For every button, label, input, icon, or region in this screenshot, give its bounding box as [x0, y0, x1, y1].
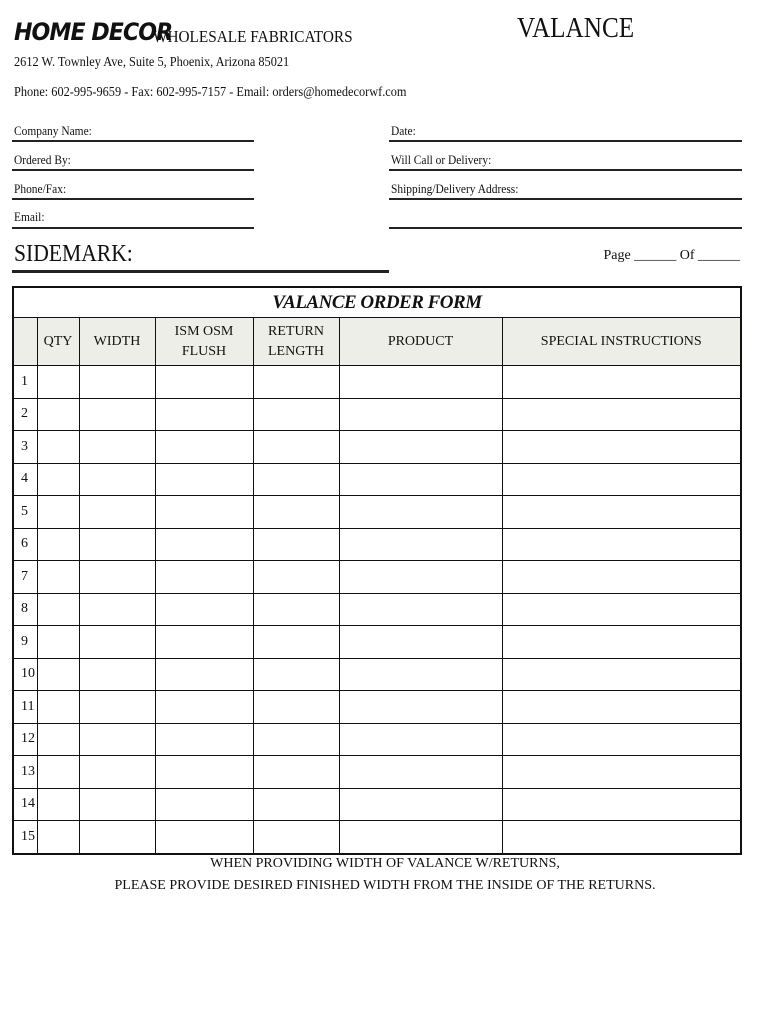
cell-product[interactable]	[339, 626, 502, 659]
cell-qty[interactable]	[37, 431, 79, 464]
cell-width[interactable]	[79, 788, 155, 821]
cell-width[interactable]	[79, 561, 155, 594]
cell-ism-osm-flush[interactable]	[155, 821, 253, 854]
shipping-address-line-2[interactable]	[389, 227, 742, 229]
cell-special-instructions[interactable]	[502, 821, 741, 854]
cell-width[interactable]	[79, 496, 155, 529]
cell-special-instructions[interactable]	[502, 756, 741, 789]
cell-ism-osm-flush[interactable]	[155, 756, 253, 789]
cell-ism-osm-flush[interactable]	[155, 561, 253, 594]
table-row	[13, 528, 741, 561]
table-row	[13, 431, 741, 464]
table-row	[13, 821, 741, 854]
cell-qty[interactable]	[37, 723, 79, 756]
cell-product[interactable]	[339, 788, 502, 821]
cell-product[interactable]	[339, 561, 502, 594]
cell-product[interactable]	[339, 463, 502, 496]
will-call-line[interactable]	[389, 169, 742, 171]
row-number: 8	[13, 593, 37, 626]
cell-special-instructions[interactable]	[502, 496, 741, 529]
cell-return-length[interactable]	[253, 691, 339, 724]
email-line[interactable]	[12, 227, 254, 229]
cell-qty[interactable]	[37, 756, 79, 789]
cell-qty[interactable]	[37, 821, 79, 854]
will-call-label: Will Call or Delivery:	[391, 152, 492, 167]
cell-return-length[interactable]	[253, 821, 339, 854]
cell-return-length[interactable]	[253, 658, 339, 691]
cell-product[interactable]	[339, 398, 502, 431]
cell-qty[interactable]	[37, 626, 79, 659]
cell-product[interactable]	[339, 658, 502, 691]
cell-ism-osm-flush[interactable]	[155, 658, 253, 691]
shipping-address-line-1[interactable]	[389, 198, 742, 200]
cell-ism-osm-flush[interactable]	[155, 626, 253, 659]
cell-qty[interactable]	[37, 593, 79, 626]
column-header-ism-osm-flush: ISM OSM FLUSH	[155, 318, 253, 366]
cell-return-length[interactable]	[253, 463, 339, 496]
ordered-by-label: Ordered By:	[14, 152, 71, 167]
cell-return-length[interactable]	[253, 561, 339, 594]
sidemark-line[interactable]	[12, 270, 389, 273]
cell-special-instructions[interactable]	[502, 398, 741, 431]
ordered-by-line[interactable]	[12, 169, 254, 171]
footer-note-line-2: PLEASE PROVIDE DESIRED FINISHED WIDTH FROM THE INSIDE OF THE RETURNS.	[114, 878, 656, 893]
cell-return-length[interactable]	[253, 431, 339, 464]
cell-special-instructions[interactable]	[502, 463, 741, 496]
company-name-label: Company Name:	[14, 123, 92, 138]
page-of: Page ______ Of ______	[603, 248, 740, 263]
cell-special-instructions[interactable]	[502, 723, 741, 756]
cell-width[interactable]	[79, 626, 155, 659]
table-caption: VALANCE ORDER FORM	[13, 287, 741, 318]
table-row	[13, 496, 741, 529]
table-row	[13, 398, 741, 431]
cell-ism-osm-flush[interactable]	[155, 691, 253, 724]
cell-width[interactable]	[79, 463, 155, 496]
date-line[interactable]	[389, 140, 742, 142]
row-number: 11	[13, 691, 37, 724]
cell-return-length[interactable]	[253, 496, 339, 529]
row-number: 12	[13, 723, 37, 756]
cell-ism-osm-flush[interactable]	[155, 528, 253, 561]
row-number: 2	[13, 398, 37, 431]
table-row	[13, 593, 741, 626]
table-row	[13, 366, 741, 399]
cell-width[interactable]	[79, 366, 155, 399]
column-header-qty: QTY	[37, 318, 79, 366]
row-number: 4	[13, 463, 37, 496]
cell-special-instructions[interactable]	[502, 593, 741, 626]
cell-return-length[interactable]	[253, 788, 339, 821]
cell-width[interactable]	[79, 431, 155, 464]
cell-special-instructions[interactable]	[502, 431, 741, 464]
cell-ism-osm-flush[interactable]	[155, 463, 253, 496]
order-table	[12, 286, 742, 855]
phone-fax-line[interactable]	[12, 198, 254, 200]
cell-width[interactable]	[79, 658, 155, 691]
table-row	[13, 561, 741, 594]
row-number: 5	[13, 496, 37, 529]
row-number: 1	[13, 366, 37, 399]
cell-ism-osm-flush[interactable]	[155, 593, 253, 626]
company-logo: HOME DECOR	[14, 18, 173, 46]
table-row	[13, 723, 741, 756]
form-title: VALANCE	[517, 13, 635, 44]
cell-ism-osm-flush[interactable]	[155, 431, 253, 464]
row-number: 3	[13, 431, 37, 464]
cell-qty[interactable]	[37, 658, 79, 691]
row-number: 7	[13, 561, 37, 594]
cell-special-instructions[interactable]	[502, 561, 741, 594]
cell-ism-osm-flush[interactable]	[155, 496, 253, 529]
cell-ism-osm-flush[interactable]	[155, 398, 253, 431]
cell-product[interactable]	[339, 821, 502, 854]
phone-fax-label: Phone/Fax:	[14, 181, 67, 196]
cell-product[interactable]	[339, 691, 502, 724]
cell-return-length[interactable]	[253, 366, 339, 399]
cell-qty[interactable]	[37, 691, 79, 724]
table-row	[13, 691, 741, 724]
cell-product[interactable]	[339, 431, 502, 464]
table-row	[13, 658, 741, 691]
cell-special-instructions[interactable]	[502, 691, 741, 724]
company-subtitle: WHOLESALE FABRICATORS	[153, 27, 353, 46]
cell-return-length[interactable]	[253, 398, 339, 431]
row-number: 6	[13, 528, 37, 561]
cell-return-length[interactable]	[253, 593, 339, 626]
company-name-line[interactable]	[12, 140, 254, 142]
cell-ism-osm-flush[interactable]	[155, 788, 253, 821]
table-row	[13, 463, 741, 496]
cell-width[interactable]	[79, 528, 155, 561]
cell-qty[interactable]	[37, 496, 79, 529]
cell-qty[interactable]	[37, 561, 79, 594]
column-header-special-instructions: SPECIAL INSTRUCTIONS	[502, 318, 741, 366]
cell-qty[interactable]	[37, 463, 79, 496]
company-contact: Phone: 602-995-9659 - Fax: 602-995-7157 - Email: orders@homedecorwf.com	[14, 85, 407, 100]
row-number: 10	[13, 658, 37, 691]
row-number: 13	[13, 756, 37, 789]
company-address: 2612 W. Townley Ave, Suite 5, Phoenix, Arizona 85021	[14, 55, 290, 70]
cell-qty[interactable]	[37, 398, 79, 431]
cell-special-instructions[interactable]	[502, 658, 741, 691]
table-row	[13, 788, 741, 821]
column-header-num	[13, 318, 37, 366]
shipping-address-label: Shipping/Delivery Address:	[391, 181, 519, 196]
cell-product[interactable]	[339, 593, 502, 626]
cell-special-instructions[interactable]	[502, 366, 741, 399]
cell-qty[interactable]	[37, 788, 79, 821]
cell-qty[interactable]	[37, 366, 79, 399]
cell-width[interactable]	[79, 691, 155, 724]
cell-product[interactable]	[339, 723, 502, 756]
cell-return-length[interactable]	[253, 626, 339, 659]
cell-width[interactable]	[79, 756, 155, 789]
table-row	[13, 756, 741, 789]
table-row	[13, 626, 741, 659]
cell-special-instructions[interactable]	[502, 788, 741, 821]
cell-special-instructions[interactable]	[502, 626, 741, 659]
cell-product[interactable]	[339, 528, 502, 561]
cell-product[interactable]	[339, 366, 502, 399]
column-header-return-length: RETURN LENGTH	[253, 318, 339, 366]
footer-note-line-1: WHEN PROVIDING WIDTH OF VALANCE W/RETURNS,	[210, 856, 560, 871]
cell-return-length[interactable]	[253, 528, 339, 561]
cell-ism-osm-flush[interactable]	[155, 723, 253, 756]
cell-width[interactable]	[79, 821, 155, 854]
column-header-width: WIDTH	[79, 318, 155, 366]
column-header-product: PRODUCT	[339, 318, 502, 366]
sidemark-label: SIDEMARK:	[14, 241, 133, 267]
row-number: 9	[13, 626, 37, 659]
row-number: 14	[13, 788, 37, 821]
email-label: Email:	[14, 209, 45, 224]
cell-special-instructions[interactable]	[502, 528, 741, 561]
cell-width[interactable]	[79, 593, 155, 626]
cell-width[interactable]	[79, 723, 155, 756]
cell-width[interactable]	[79, 398, 155, 431]
cell-return-length[interactable]	[253, 756, 339, 789]
cell-product[interactable]	[339, 496, 502, 529]
date-label: Date:	[391, 123, 416, 138]
cell-qty[interactable]	[37, 528, 79, 561]
cell-return-length[interactable]	[253, 723, 339, 756]
cell-product[interactable]	[339, 756, 502, 789]
row-number: 15	[13, 821, 37, 854]
cell-ism-osm-flush[interactable]	[155, 366, 253, 399]
